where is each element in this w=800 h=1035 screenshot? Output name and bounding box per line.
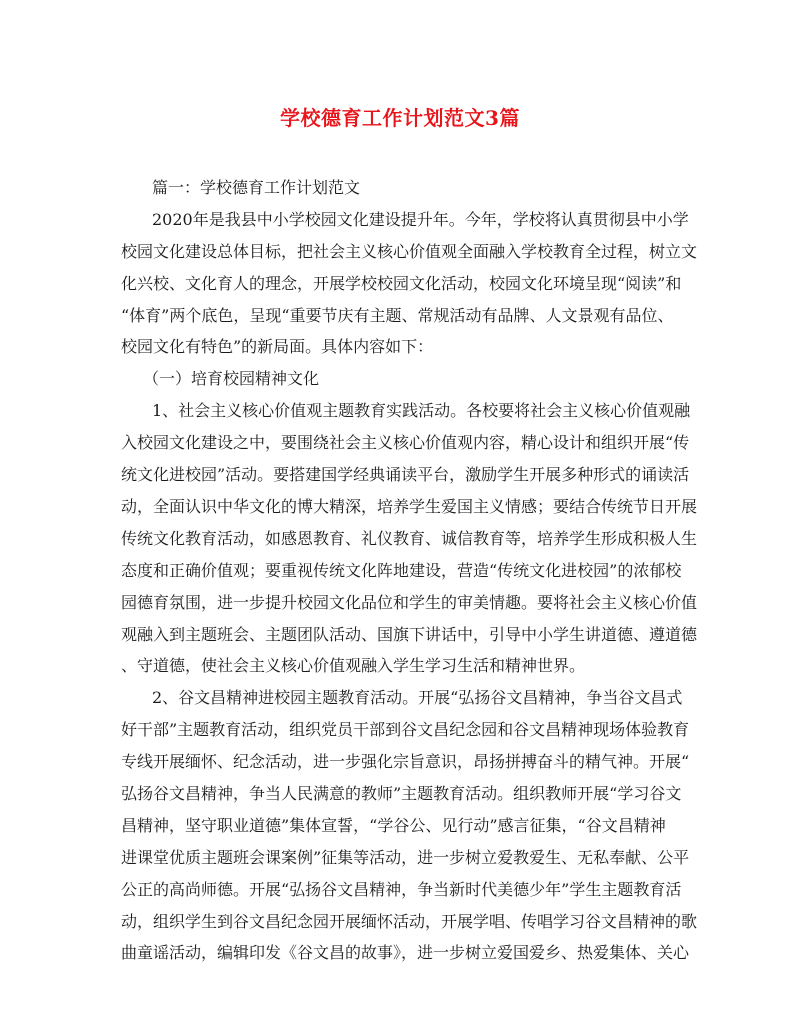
paragraph-line: 公正的高尚师德。开展“弘扬谷文昌精神，争当新时代美德少年”学生主题教育活 (121, 880, 682, 899)
paragraph-line: 校园文化建设总体目标，把社会主义核心价值观全面融入学校教育全过程，树立文 (121, 242, 698, 261)
paragraph-line: 、守道德，使社会主义核心价值观融入学生学习生活和精神世界。 (121, 656, 586, 675)
paragraph-line: 动，组织学生到谷文昌纪念园开展缅怀活动，开展学唱、传唱学习谷文昌精神的歌 (121, 912, 698, 931)
paragraph-line: 入校园文化建设之中，要围绕社会主义核心价值观内容，精心设计和组织开展“传 (121, 433, 690, 452)
paragraph-line: 弘扬谷文昌精神，争当人民满意的教师”主题教育活动。组织教师开展“学习谷文 (121, 784, 682, 803)
paragraph-line: 传统文化教育活动，如感恩教育、礼仪教育、诚信教育等，培养学生形成积极人生 (121, 529, 698, 548)
paragraph-line: 动，全面认识中华文化的博大精深，培养学生爱国主义情感；要结合传统节日开展 (121, 497, 698, 516)
section-heading: 篇一：学校德育工作计划范文 (152, 178, 361, 197)
paragraph-line: 昌精神，坚守职业道德”集体宣誓，“学谷公、见行动”感言征集，“谷文昌精神 (121, 816, 666, 835)
paragraph-line: 曲童谣活动，编辑印发《谷文昌的故事》，进一步树立爱国爱乡、热爱集体、关心 (121, 943, 690, 962)
paragraph-line: 观融入到主题班会、主题团队活动、国旗下讲话中，引导中小学生讲道德、遵道德 (121, 625, 698, 644)
paragraph-line: 化兴校、文化育人的理念，开展学校校园文化活动，校园文化环境呈现“阅读”和 (121, 274, 682, 293)
paragraph-line: 专线开展缅怀、纪念活动，进一步强化宗旨意识，昂扬拼搏奋斗的精气神。开展“ (121, 752, 690, 771)
paragraph-line: “体育”两个底色，呈现“重要节庆有主题、常规活动有品牌、人文景观有品位、 (121, 306, 674, 325)
paragraph-line: 统文化进校园”活动。要搭建国学经典诵读平台，激励学生开展多种形式的诵读活 (121, 465, 690, 484)
paragraph-line: 态度和正确价值观；要重视传统文化阵地建设，营造“传统文化进校园”的浓郁校 (121, 561, 682, 580)
paragraph-line: 好干部”主题教育活动，组织党员干部到谷文昌纪念园和谷文昌精神现场体验教育 (121, 720, 690, 739)
paragraph-line: 2、谷文昌精神进校园主题教育活动。开展“弘扬谷文昌精神，争当谷文昌式 (152, 688, 683, 707)
document-title: 学校德育工作计划范文3篇 (280, 106, 520, 130)
paragraph-line: 1、社会主义核心价值观主题教育实践活动。各校要将社会主义核心价值观融 (152, 401, 691, 420)
subsection-heading: （一）培育校园精神文化 (143, 369, 320, 388)
paragraph-line: 2020年是我县中小学校园文化建设提升年。今年，学校将认真贯彻县中小学 (152, 210, 689, 229)
paragraph-line: 校园文化有特色”的新局面。具体内容如下： (121, 337, 434, 356)
paragraph-line: 进课堂优质主题班会课案例”征集等活动，进一步树立爱教爱生、无私奉献、公平 (121, 848, 690, 867)
paragraph-line: 园德育氛围，进一步提升校园文化品位和学生的审美情趣。要将社会主义核心价值 (121, 593, 698, 612)
